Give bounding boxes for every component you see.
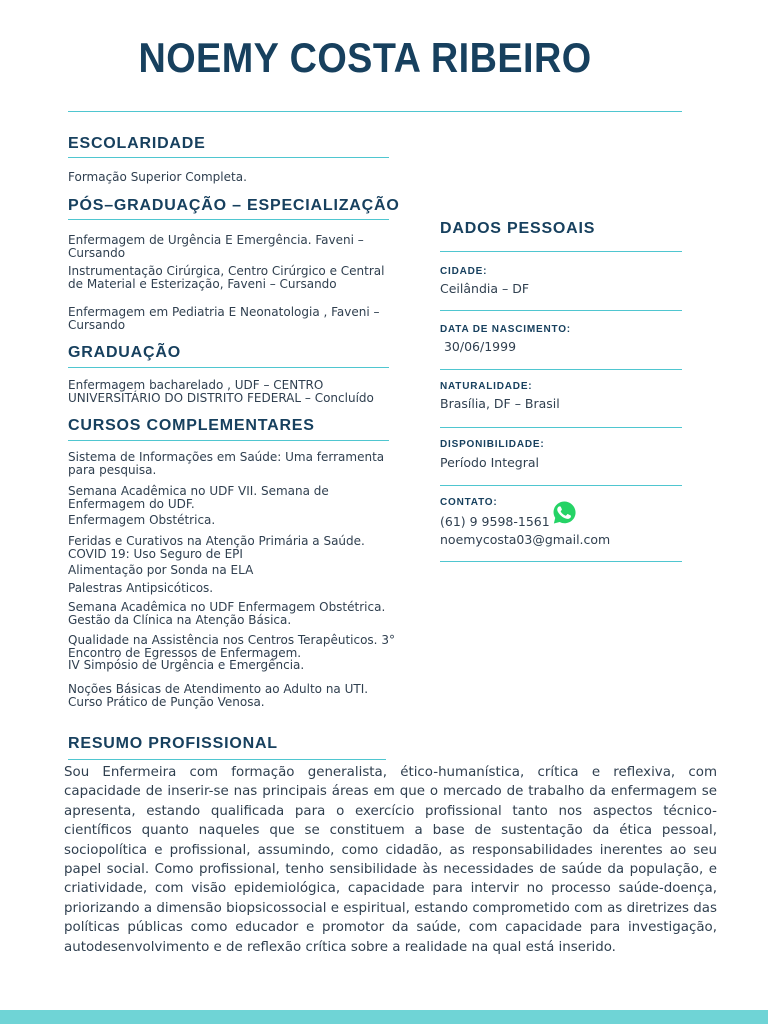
pos-graduacao-item: Enfermagem em Pediatria E Neonatologia , Faveni – Cursando: [68, 305, 380, 332]
whatsapp-icon[interactable]: [551, 499, 578, 526]
field-divider: [440, 369, 682, 370]
section-title-escolaridade: ESCOLARIDADE: [68, 135, 206, 152]
naturalidade-label: NATURALIDADE:: [440, 381, 533, 392]
section-title-graduacao: GRADUAÇÃO: [68, 344, 181, 361]
disponibilidade-value: Período Integral: [440, 455, 540, 470]
pos-graduacao-item: Instrumentação Cirúrgica, Centro Cirúrgico e Central de Material e Esterização, Faveni – Cursando: [68, 264, 385, 291]
curso-item: Enfermagem Obstétrica.: [68, 513, 216, 527]
pos-graduacao-item: Enfermagem de Urgência E Emergência. Faveni – Cursando: [68, 233, 364, 260]
field-divider: [440, 427, 682, 428]
section-divider: [68, 440, 389, 441]
telefone-value[interactable]: (61) 9 9598-1561: [440, 514, 550, 529]
section-divider: [68, 219, 389, 220]
section-divider: [68, 759, 386, 760]
candidate-name: NOEMY COSTA RIBEIRO: [138, 34, 592, 81]
section-title-dados-pessoais: DADOS PESSOAIS: [440, 220, 596, 237]
section-title-resumo: RESUMO PROFISSIONAL: [68, 735, 278, 752]
section-divider: [68, 367, 389, 368]
escolaridade-text: Formação Superior Completa.: [68, 170, 247, 184]
cidade-value: Ceilândia – DF: [440, 281, 530, 296]
section-divider: [440, 251, 682, 252]
disponibilidade-label: DISPONIBILIDADE:: [440, 439, 545, 450]
field-divider: [440, 561, 682, 562]
footer-bar: [0, 1010, 768, 1024]
section-title-cursos: CURSOS COMPLEMENTARES: [68, 417, 315, 434]
curso-item: Noções Básicas de Atendimento ao Adulto na UTI. Curso Prático de Punção Venosa.: [68, 682, 369, 709]
email-value[interactable]: noemycosta03@gmail.com: [440, 532, 611, 547]
curso-item: Qualidade na Assistência nos Centros Terapêuticos. 3° Encontro de Egressos de Enfermagem. IV Simpósio de Urgência e Emergência.: [68, 633, 395, 672]
field-divider: [440, 310, 682, 311]
curso-item: Semana Acadêmica no UDF Enfermagem Obstétrica. Gestão da Clínica na Atenção Básica.: [68, 600, 386, 627]
contato-label: CONTATO:: [440, 497, 498, 508]
curso-item: Alimentação por Sonda na ELA: [68, 563, 254, 577]
nascimento-value: 30/06/1999: [440, 339, 517, 354]
section-divider: [68, 157, 389, 158]
curso-item: Sistema de Informações em Saúde: Uma ferramenta para pesquisa.: [68, 450, 385, 477]
nascimento-label: DATA DE NASCIMENTO:: [440, 324, 571, 335]
resumo-text: Sou Enfermeira com formação generalista, ético-humanística, crítica e reflexiva, com capacidade de inserir-se nas principais áreas em que o mercado de trabalho da enfermagem se apresenta, estando qualificada para o exercício profissional tanto nos aspectos técnico-científicos quanto naqueles que se constituem a base de sustentação da ética pessoal, sociopolítica e profissional, assumindo, como cidadão, as responsabilidades inerentes ao seu papel social. Como profissional, tenho sensibilidade às necessidades de saúde da população, e criatividade, com visão epidemiológica, capacidade para intervir no processo saúde-doença, priorizando a dimensão biopsicossocial e espiritual, estando comprometido com as diretrizes das políticas públicas como educador e promotor da saúde, com capacidade para investigação, autodesenvolvimento e de reflexão crítica sobre a realidade na qual está inserido.: [64, 765, 717, 955]
naturalidade-value: Brasília, DF – Brasil: [440, 396, 560, 411]
curso-item: Semana Acadêmica no UDF VII. Semana de Enfermagem do UDF.: [68, 484, 329, 511]
section-title-pos-graduacao: PÓS–GRADUAÇÃO – ESPECIALIZAÇÃO: [68, 197, 400, 214]
curso-item: Feridas e Curativos na Atenção Primária a Saúde. COVID 19: Uso Seguro de EPI: [68, 534, 365, 561]
field-divider: [440, 485, 682, 486]
cidade-label: CIDADE:: [440, 266, 488, 277]
graduacao-text: Enfermagem bacharelado , UDF – CENTRO UNIVERSITÁRIO DO DISTRITO FEDERAL – Concluído: [68, 378, 374, 405]
curso-item: Palestras Antipsicóticos.: [68, 581, 214, 595]
header-divider: [68, 111, 682, 112]
